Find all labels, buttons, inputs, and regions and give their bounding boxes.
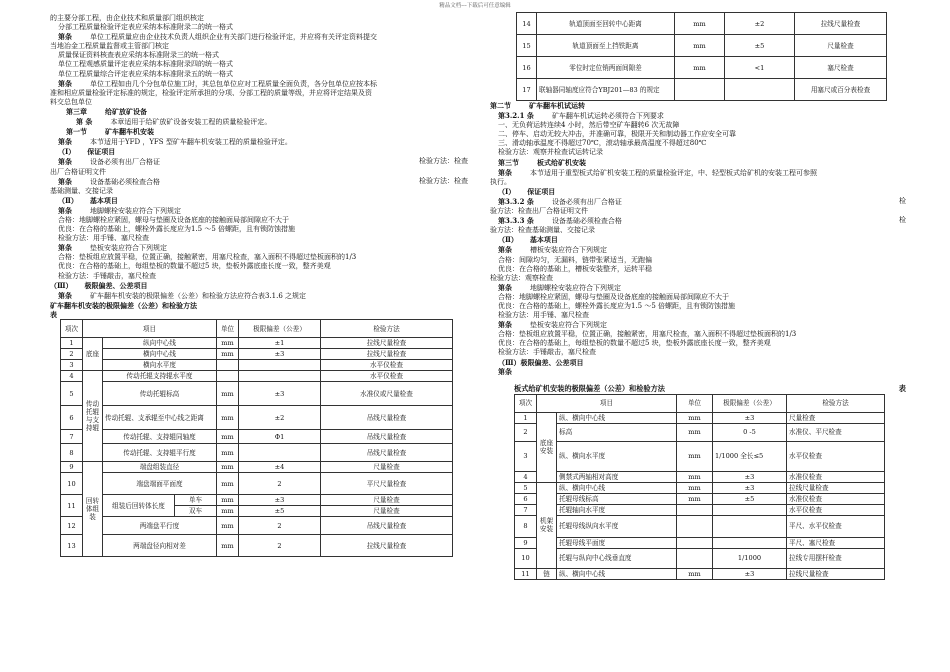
- cell: mm: [217, 495, 239, 506]
- cell: 标高: [557, 423, 677, 441]
- text-line: 检验方法：检查: [419, 157, 468, 166]
- cell: mm: [217, 382, 239, 406]
- cell: 双车: [175, 506, 217, 517]
- cell: 2: [239, 473, 321, 495]
- text-line: 验方法：检查出厂合格证明文件: [490, 207, 588, 216]
- text-line: 料交总包单位: [50, 97, 92, 106]
- cell: <1: [725, 57, 795, 79]
- table-row: [515, 537, 885, 548]
- text-line: 合格：垫板组应放置平稳，位置正确，接触紧密，用塞尺检查，塞入面积不得超过垫板面积的1/3: [58, 253, 357, 262]
- group-cell: 传动托辊与支持辊: [83, 371, 103, 462]
- cell: 15: [517, 35, 537, 57]
- table-row: [61, 349, 453, 360]
- cell: 端盘端面平面度: [103, 473, 217, 495]
- cell: ±3: [239, 349, 321, 360]
- cell: 托辊轴向水平度: [557, 504, 677, 515]
- cell: 14: [517, 13, 537, 35]
- text-line: 检验方法：用手锤、塞尺检查: [58, 234, 149, 243]
- subsection-number: （Ⅰ）: [58, 147, 76, 157]
- table-row: [517, 13, 887, 35]
- cell: [217, 371, 239, 382]
- cell: 水平仪检查: [321, 371, 453, 382]
- cell: mm: [675, 57, 725, 79]
- table-row: [515, 515, 885, 537]
- cell: 塞尺检查: [795, 57, 887, 79]
- cell: Φ1: [239, 430, 321, 444]
- cell: 8: [515, 515, 537, 537]
- text-line: 验方法：检查基础测量、交接记录: [490, 226, 595, 235]
- section-label: 第一节: [66, 127, 87, 137]
- table-row: [515, 441, 885, 471]
- cell: 9: [515, 537, 537, 548]
- cell: 12: [61, 517, 83, 535]
- text-line: 质量保证资料核查表应采纳本标准附录三的统一格式: [58, 51, 219, 60]
- text-line: 一、无负荷运转连续4 小时，然后带空矿车翻转6 次无故障: [498, 121, 680, 130]
- text-line: 本节适用于YFD ，YFS 型矿车翻车机安装工程的质量检验评定。: [90, 138, 292, 147]
- plate-feeder-tolerance-table: [514, 394, 885, 580]
- table-row: [61, 406, 453, 430]
- cell: [713, 515, 787, 537]
- cell: [713, 537, 787, 548]
- text-line: 设备基础必须检查合格: [90, 177, 160, 186]
- table-title: 板式给矿机安装的极限偏差（公差）和检验方法: [514, 383, 665, 393]
- subsection-title: 基本项目: [529, 235, 558, 245]
- cell: 1: [515, 412, 537, 423]
- cell: 拉线尺量检查: [321, 349, 453, 360]
- cell: 拉线尺量检查: [795, 13, 887, 35]
- header-cell: 单位: [677, 394, 713, 412]
- text-line: 合格：地脚螺栓应紧固，螺母与垫圈及设备底座的接触面局部间隙应不大于: [498, 292, 729, 301]
- header-cell: 项次: [515, 394, 537, 412]
- text-line: 槽板安装应符合下列规定: [530, 246, 607, 255]
- cell: 13: [61, 535, 83, 557]
- header-cell: 极限偏差（公差）: [239, 320, 321, 338]
- table-row: [61, 535, 453, 557]
- clause-label: 第条: [58, 243, 72, 253]
- cell: 吊线尺量检查: [321, 430, 453, 444]
- clause-label: 第条: [498, 320, 512, 330]
- header-cell: 项次: [61, 320, 83, 338]
- cell: ±2: [725, 13, 795, 35]
- cell: 纵、横向中心线: [557, 482, 677, 493]
- text-line: 垫板安装应符合下列规定: [530, 321, 607, 330]
- cell: 托辊母线纵向水平度: [557, 515, 677, 537]
- cell: ±5: [725, 35, 795, 57]
- text-line: 的主要分部工程，由企业技术和质量部门组织核定: [50, 14, 204, 22]
- cell: 水准仪或尺量检查: [321, 382, 453, 406]
- cell: 16: [517, 57, 537, 79]
- table-header-row: [61, 320, 453, 338]
- cell: mm: [677, 482, 713, 493]
- table-row: [515, 412, 885, 423]
- section-title: 矿车翻车机安装: [105, 127, 154, 137]
- table-row: [61, 371, 453, 382]
- cell: 横向水平度: [103, 360, 217, 371]
- cell: 6: [61, 406, 83, 430]
- cell: 1/1000 全长≤5: [713, 441, 787, 471]
- right-column: [490, 12, 906, 580]
- cell: mm: [217, 517, 239, 535]
- cell: 拉线专用摆杆检查: [787, 548, 885, 568]
- clause-label: 第条: [58, 32, 72, 42]
- cell: mm: [677, 493, 713, 504]
- cell: 尺量检查: [321, 495, 453, 506]
- cell: 尺量检查: [321, 506, 453, 517]
- text-line: 单位工程如由几个分包单位施工时，其总包单位应对工程质量全面负责，各分包单位应按本标: [90, 79, 377, 88]
- cell: 传动托辊支持辊水平度: [103, 371, 217, 382]
- cell: [725, 79, 795, 101]
- cell: [675, 79, 725, 101]
- cell: 8: [61, 444, 83, 462]
- cell: 传动托辊、支持辊平行度: [103, 444, 217, 462]
- cell: 水平仪检查: [321, 360, 453, 371]
- header-cell: 单位: [217, 320, 239, 338]
- cell: mm: [217, 506, 239, 517]
- subsection-number: （Ⅱ）: [58, 195, 78, 205]
- group-cell: 机架安装: [537, 482, 557, 568]
- text-line: 合格：垫板组应放置平稳，位置正确，接触紧密，用塞尺检查，塞入面积不得超过垫板面积的1/3: [498, 330, 797, 339]
- subsection-number: （Ⅱ）: [498, 235, 518, 245]
- header-cell: 项目: [83, 320, 217, 338]
- text-line: 检验方法：用手锤、塞尺检查: [498, 311, 589, 320]
- cell: mm: [675, 35, 725, 57]
- cell: ±1: [239, 338, 321, 349]
- table-row: [61, 338, 453, 349]
- cell: 纵向中心线: [103, 338, 217, 349]
- subsection-title: 保证项目: [527, 186, 556, 196]
- chapter-label: 第三章: [66, 106, 87, 116]
- cell: [239, 360, 321, 371]
- clause-label: 第条: [498, 167, 512, 177]
- cell: 轨道顶面至回转中心距离: [537, 13, 675, 35]
- cell: ±4: [239, 462, 321, 473]
- cell: [713, 504, 787, 515]
- table-row: [515, 504, 885, 515]
- text-line: 准和相应质量检验评定标准的规定，检验评定所承担的分项、分部工程的质量等级，并应将评定结果及资: [50, 88, 372, 97]
- cell: 2: [239, 535, 321, 557]
- text-line: 单位工程观感质量评定表应采纳本标准附录四的统一格式: [58, 60, 233, 69]
- cell: 水准仪、平尺检查: [787, 423, 885, 441]
- cell: 7: [515, 504, 537, 515]
- cell: [239, 371, 321, 382]
- cell: 10: [515, 548, 537, 568]
- cell: 6: [515, 493, 537, 504]
- text-line: 三、滑动轴承温度不得超过70℃，滚动轴承最高温度不得超过80℃: [498, 139, 707, 148]
- subsection-title: 基本项目: [89, 195, 118, 205]
- text-line: 优良：在合格的基础上，螺栓外露长度应为1.5 ～5 倍螺距，且有锁防蚀措施: [498, 301, 736, 310]
- cell: mm: [677, 412, 713, 423]
- cell: 横向中心线: [103, 349, 217, 360]
- text-line: 检: [899, 196, 906, 205]
- cell: 纵、横向中心线: [557, 568, 677, 579]
- cell: 0 -5: [713, 423, 787, 441]
- section-label: 第二节: [490, 101, 511, 110]
- table-row: [515, 548, 885, 568]
- cell: 尺量检查: [795, 35, 887, 57]
- cell: 水准仪检查: [787, 471, 885, 482]
- page-header: 精品文档---下载后可任意编辑: [439, 3, 511, 9]
- cell: mm: [677, 423, 713, 441]
- table-row: [61, 495, 453, 506]
- table-row: [61, 444, 453, 462]
- cell: 9: [61, 462, 83, 473]
- cell: [677, 504, 713, 515]
- cell: [239, 444, 321, 462]
- cell: 水平仪检查: [787, 441, 885, 471]
- cell: 单车: [175, 495, 217, 506]
- text-line: 基础测量、交接记录: [50, 186, 113, 195]
- cell: mm: [675, 13, 725, 35]
- cell: mm: [677, 471, 713, 482]
- text-line: 矿车翻车机安装的极限偏差（公差）和检验方法应符合表3.1.6 之规定: [90, 291, 307, 300]
- table-title-row: [514, 384, 906, 393]
- clause-label: 第3.3.3 条: [498, 216, 534, 226]
- rollover-tolerance-table-continued: [516, 12, 887, 101]
- clause-label: 第条: [58, 157, 72, 167]
- cell: 平尺、塞尺检查: [787, 537, 885, 548]
- cell: mm: [217, 338, 239, 349]
- cell: 纵、横向水平度: [557, 441, 677, 471]
- cell: 10: [61, 473, 83, 495]
- cell: mm: [217, 535, 239, 557]
- cell: 尺量检查: [321, 462, 453, 473]
- cell: 吊线尺量检查: [321, 517, 453, 535]
- cell: 水平仪检查: [787, 504, 885, 515]
- cell: 托辊与纵向中心线垂直度: [557, 548, 677, 568]
- table-row: [517, 35, 887, 57]
- cell: ±3: [713, 471, 787, 482]
- group-cell: 链: [537, 568, 557, 579]
- cell: 侧禁式两轴相对高度: [557, 471, 677, 482]
- cell: 2: [515, 423, 537, 441]
- text-line: 设备必须有出厂合格证: [90, 158, 160, 167]
- cell: 11: [61, 495, 83, 517]
- cell: ±3: [239, 495, 321, 506]
- table-row: [515, 471, 885, 482]
- cell: [677, 537, 713, 548]
- cell: 托辊母线标高: [557, 493, 677, 504]
- cell: mm: [677, 441, 713, 471]
- section-title: 板式给矿机安装: [537, 157, 586, 167]
- text-line: 二、停车、启动无较大冲击，并准确可靠，极限开关和制动器工作应安全可靠: [498, 130, 736, 139]
- cell: 拉线尺量检查: [787, 568, 885, 579]
- cell: [217, 360, 239, 371]
- cell: 11: [515, 568, 537, 579]
- table-row: [61, 473, 453, 495]
- group-cell: 回转体组装: [83, 462, 103, 557]
- text-line: 地脚螺栓安装应符合下列规定: [90, 206, 181, 215]
- cell: mm: [217, 349, 239, 360]
- clause-label: 第3.2.1 条: [498, 111, 534, 121]
- clause-label: 第3.3.2 条: [498, 196, 534, 206]
- left-column: [50, 14, 468, 557]
- text-line: 单位工程质量应由企业技术负责人组织企业有关部门进行检验评定，并应将有关评定资料提交: [90, 33, 377, 42]
- cell: 1/1000: [713, 548, 787, 568]
- header-cell: 检验方法: [787, 394, 885, 412]
- cell: 7: [61, 430, 83, 444]
- cell: 1: [61, 338, 83, 349]
- text-line: 优良：在合格的基础上，每组垫板的数量不超过5 块，垫板外露底座长度一致，整齐美观: [58, 262, 331, 271]
- clause-label: 第条: [498, 282, 512, 292]
- text-line: 设备基础必须检查合格: [551, 217, 622, 226]
- cell: 拉线尺量检查: [321, 535, 453, 557]
- text-line: 检验方法：手锤敲击，塞尺检查: [498, 348, 596, 357]
- subsection-title: 保证项目: [87, 147, 116, 157]
- cell: 零位时定位销两面间隙差: [537, 57, 675, 79]
- cell: 传动托辊、支持辊同轴度: [103, 430, 217, 444]
- cell: 4: [61, 371, 83, 382]
- cell: 尺量检查: [787, 412, 885, 423]
- cell: 3: [515, 441, 537, 471]
- cell: 纵、横向中心线: [557, 412, 677, 423]
- cell: mm: [217, 444, 239, 462]
- cell: 端盘组装直径: [103, 462, 217, 473]
- cell: ±3: [239, 382, 321, 406]
- cell: 组装后回转体长度: [103, 495, 175, 517]
- text-line: 优良：在合格的基础上，螺栓外露长度应为1.5 ～5 倍螺距，且有锁防蚀措施: [58, 225, 296, 234]
- table-row: [517, 57, 887, 79]
- cell: ±5: [713, 493, 787, 504]
- table-row: [517, 79, 887, 101]
- subsection-number: （Ⅲ）: [50, 280, 73, 290]
- clause-label: 第条: [498, 245, 512, 255]
- clause-label: 第 条: [76, 117, 93, 127]
- cell: 5: [515, 482, 537, 493]
- clause-label: 第条: [58, 137, 72, 147]
- text-line: 当地冶金工程质量监督或主管部门核定: [50, 42, 169, 51]
- group-cell: 底座安装: [537, 412, 557, 482]
- header-cell: 项目: [537, 394, 677, 412]
- text-line: 检验方法：观察检查: [490, 273, 553, 282]
- table-row: [515, 482, 885, 493]
- text-line: 合格：间隙均匀，无漏料，链带张紧适当，无跑偏: [498, 255, 652, 264]
- table-suffix: 表: [898, 383, 906, 393]
- header-cell: 检验方法: [321, 320, 453, 338]
- table-row: [515, 493, 885, 504]
- table-row: [61, 462, 453, 473]
- cell: 传动托辊、支承辊至中心线之距离: [103, 406, 217, 430]
- cell: 吊线尺量检查: [321, 444, 453, 462]
- cell: 平尺、水平仪检查: [787, 515, 885, 537]
- text-line: 优良：在合格的基础上，每组垫板的数量不超过5 块，垫板外露底座长度一致，整齐美观: [498, 339, 771, 348]
- text-line: 执行。: [490, 177, 511, 186]
- cell: 5: [61, 382, 83, 406]
- cell: 传动托辊标高: [103, 382, 217, 406]
- text-line: 优良：在合格的基础上，槽板安装整齐，运转平稳: [498, 264, 652, 273]
- cell: 3: [61, 360, 83, 371]
- table-header-row: [515, 394, 885, 412]
- cell: 水准仪检查: [787, 493, 885, 504]
- clause-label: 第条: [58, 78, 72, 88]
- cell: 拉线尺量检查: [787, 482, 885, 493]
- cell: 4: [515, 471, 537, 482]
- text-line: 单位工程质量综合评定表应采纳本标准附录五的统一格式: [58, 69, 233, 78]
- table-row: [515, 568, 885, 579]
- clause-label: 第条: [58, 205, 72, 215]
- cell: [677, 515, 713, 537]
- cell: 2: [239, 517, 321, 535]
- cell: 平尺尺量检查: [321, 473, 453, 495]
- cell: mm: [677, 568, 713, 579]
- cell: 托辊母线平面度: [557, 537, 677, 548]
- text-line: 出厂合格证明文件: [50, 167, 106, 176]
- table-title: 矿车翻车机安装的极限偏差（公差）和检验方法: [50, 300, 197, 310]
- clause-label: 第条: [498, 366, 512, 376]
- cell: 两端盘径向相对差: [103, 535, 217, 557]
- table-suffix: 表: [50, 309, 57, 319]
- text-line: 本节适用于重型板式给矿机安装工程的质量检验评定，中、轻型板式给矿机的安装工程可参照: [530, 168, 817, 177]
- table-row: [61, 360, 453, 371]
- text-line: 分部工程质量检验评定表应采纳本标准附录二的统一格式: [58, 23, 233, 32]
- cell: mm: [217, 462, 239, 473]
- text-line: 检验方法：手锤敲击，塞尺检查: [58, 271, 156, 280]
- cell: mm: [217, 473, 239, 495]
- cell: [677, 548, 713, 568]
- cell: 用塞尺或百分表检查: [795, 79, 887, 101]
- section-title: 矿车翻车机试运转: [529, 101, 585, 110]
- group-cell: 底座: [83, 338, 103, 371]
- rollover-tolerance-table: [60, 319, 453, 557]
- table-row: [61, 517, 453, 535]
- cell: 17: [517, 79, 537, 101]
- cell: 吊线尺量检查: [321, 406, 453, 430]
- text-line: 地脚螺栓安装应符合下列规定: [530, 283, 621, 292]
- cell: mm: [217, 406, 239, 430]
- table-row: [61, 382, 453, 406]
- section-label: 第三节: [498, 157, 519, 167]
- cell: ±3: [713, 482, 787, 493]
- text-line: 设备必须有出厂合格证: [551, 197, 622, 206]
- cell: 拉线尺量检查: [321, 338, 453, 349]
- chapter-title: 给矿放矿设备: [105, 106, 147, 116]
- cell: ±3: [713, 568, 787, 579]
- cell: 两端盘平行度: [103, 517, 217, 535]
- cell: mm: [217, 430, 239, 444]
- cell: 轨道顶面至上挡铁距离: [537, 35, 675, 57]
- text-line: 垫板安装应符合下列规定: [90, 244, 167, 253]
- cell: 联轴器同轴度应符合YBJ201—83 的规定: [537, 79, 675, 101]
- text-line: 检: [899, 216, 906, 225]
- text-line: 矿车翻车机试运转必须符合下列要求: [551, 112, 664, 121]
- cell: 2: [61, 349, 83, 360]
- cell: ±2: [239, 406, 321, 430]
- subsection-title: 极限偏差、公差项目: [84, 280, 148, 290]
- text-line: 检验方法：观察并检查试运转记录: [498, 148, 603, 157]
- clause-label: 第条: [58, 290, 72, 300]
- clause-label: 第条: [58, 176, 72, 186]
- subsection-title: （Ⅲ）极限偏差、公差项目: [498, 357, 584, 367]
- cell: ±3: [713, 412, 787, 423]
- text-line: 本章适用于给矿放矿设备安装工程的质量检验评定。: [110, 118, 272, 127]
- text-line: 合格：地脚螺栓应紧固，螺母与垫圈及设备底座的接触面局部间隙应不大于: [58, 215, 289, 224]
- cell: ±5: [239, 506, 321, 517]
- table-row: [515, 423, 885, 441]
- text-line: 检验方法：检查: [419, 176, 468, 185]
- subsection-number: （Ⅰ）: [498, 186, 516, 196]
- table-row: [61, 430, 453, 444]
- header-cell: 极限偏差（公差）: [713, 394, 787, 412]
